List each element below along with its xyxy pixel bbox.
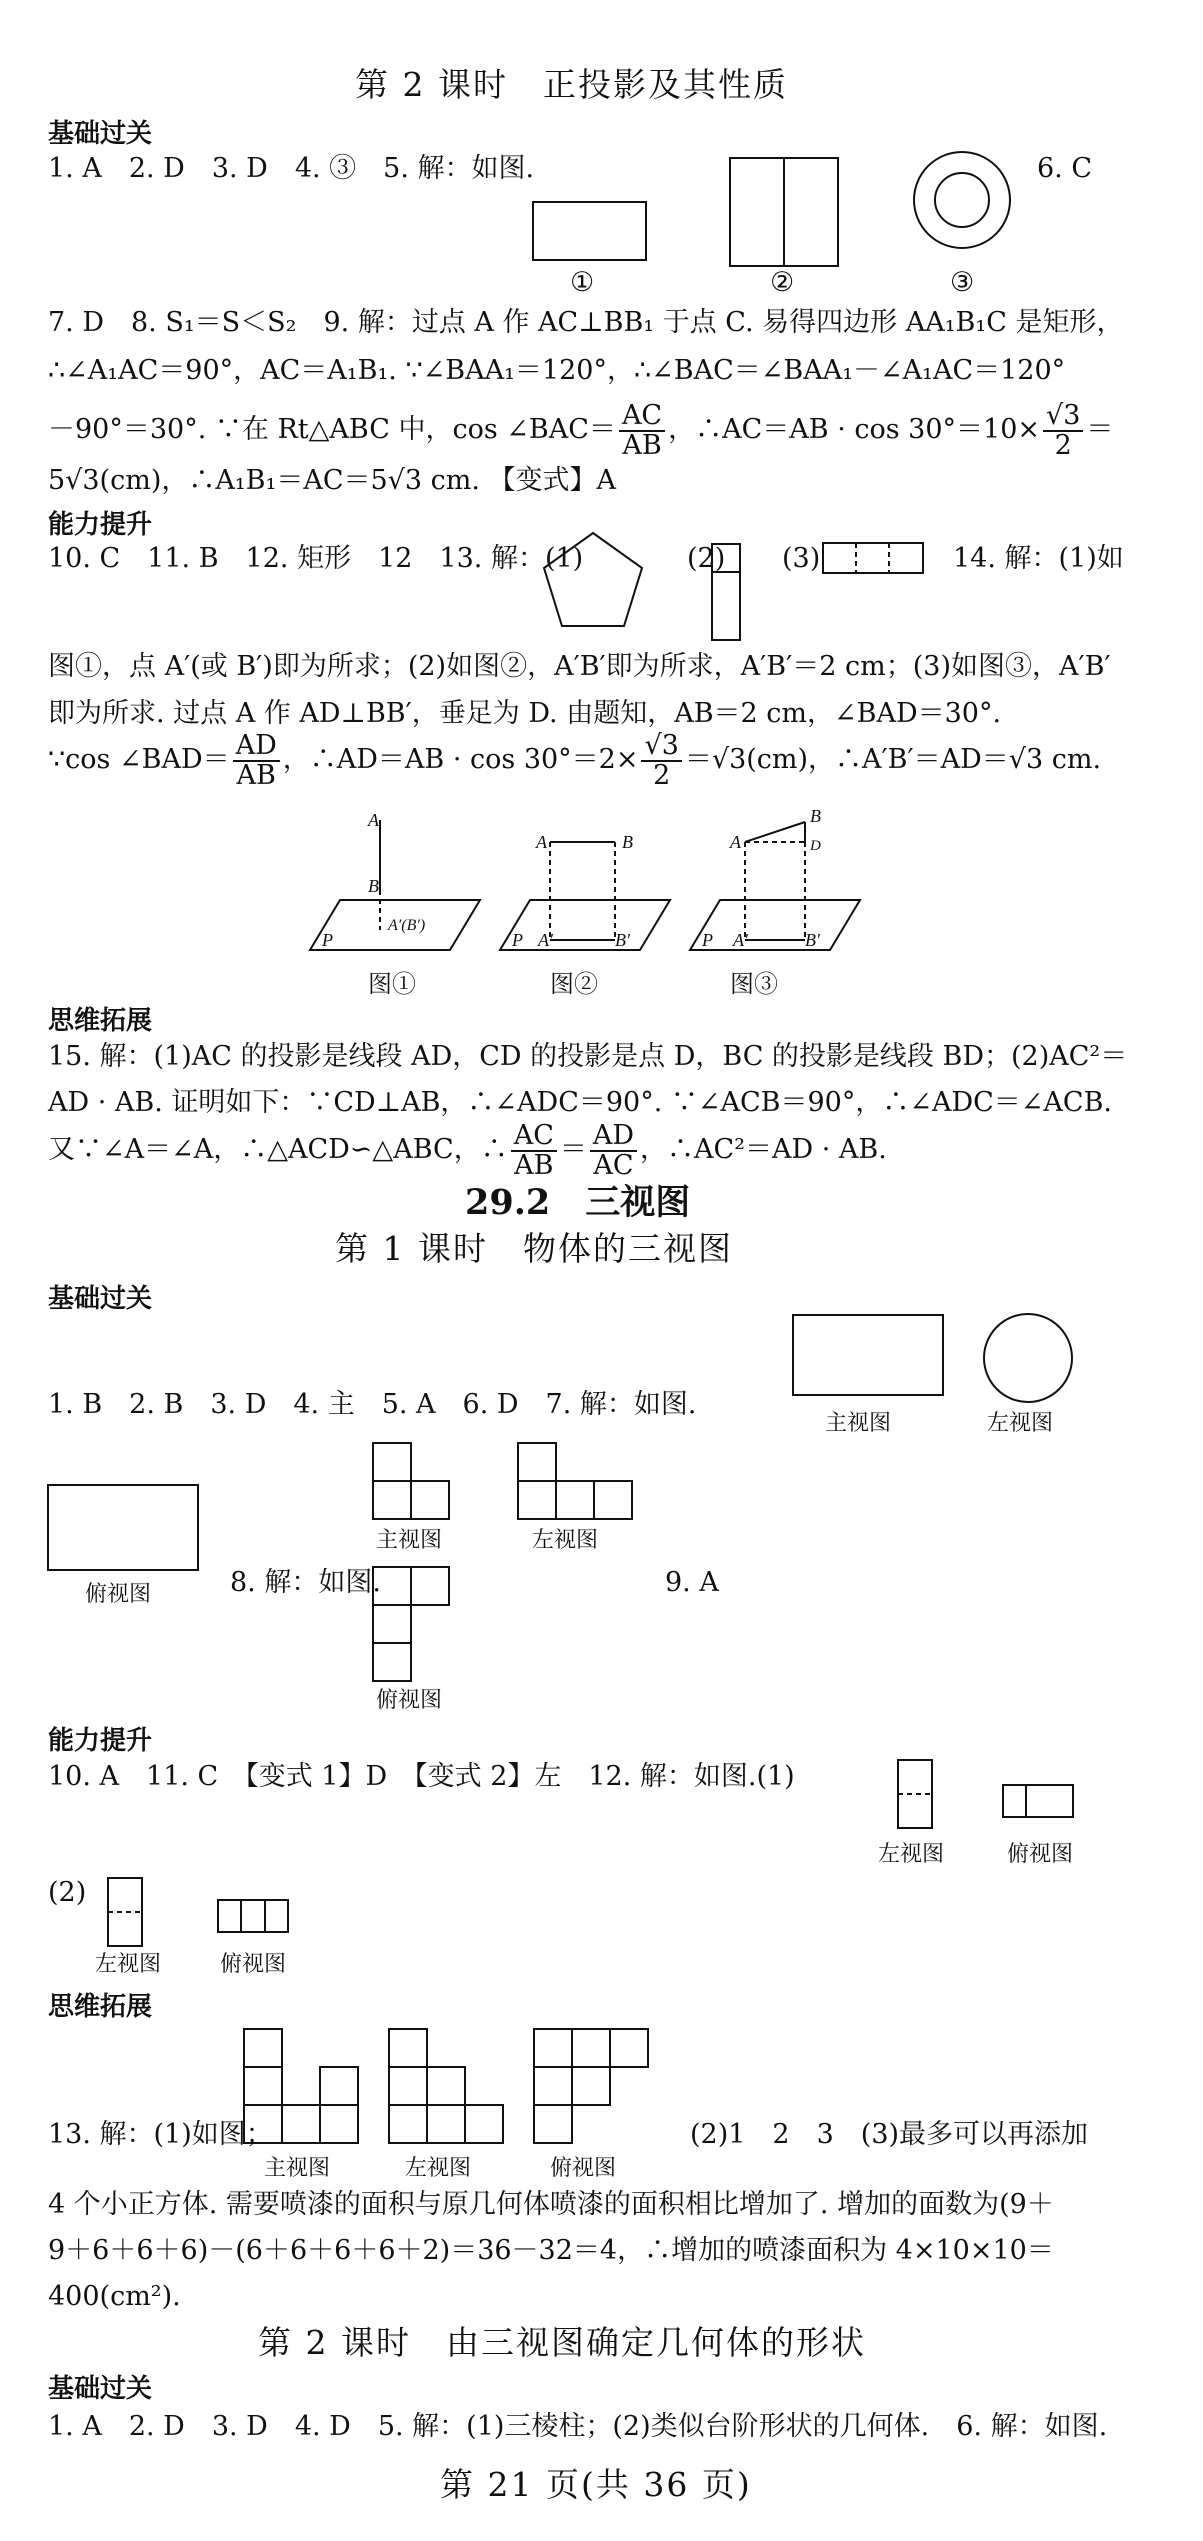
- view-caption: 主视图: [264, 2156, 331, 2181]
- point-label-a: A: [730, 832, 741, 852]
- top-view-figure: [215, 1897, 295, 1937]
- point-label-b: B: [368, 876, 379, 896]
- top-view-grid: [530, 2025, 660, 2155]
- fraction: $\frac{√3}{2}$: [641, 732, 681, 790]
- projection-figure-3: [907, 150, 1027, 270]
- section-heading: 思维拓展: [48, 1006, 153, 1036]
- fraction: $\frac{AC}{AB}$: [619, 402, 665, 460]
- top-view-rectangle: [45, 1482, 205, 1577]
- section-heading: 基础过关: [48, 1284, 153, 1314]
- figure-caption: 图①: [368, 970, 416, 998]
- view-caption: 左视图: [532, 1528, 599, 1553]
- answer-line: (2)1 2 3 (3)最多可以再添加: [690, 2119, 1089, 2150]
- answer-line: 9. A: [665, 1567, 719, 1598]
- figure-caption: ①: [570, 267, 595, 298]
- view-caption: 左视图: [95, 1952, 162, 1977]
- view-caption: 俯视图: [85, 1582, 152, 1607]
- projection-3d-figures: [300, 800, 870, 1000]
- point-label-a-prime: A′: [538, 930, 553, 950]
- view-caption: 俯视图: [550, 2156, 617, 2181]
- point-label-b-prime: B′: [805, 930, 820, 950]
- fraction: $\frac{√3}{2}$: [1043, 402, 1083, 460]
- view-caption: 左视图: [405, 2156, 472, 2181]
- answer-line: ∵cos ∠BAD＝ $\frac{AD}{AB}$ ，∴AD＝AB · cos 30°＝2× $\frac{√3}{2}$ ＝√3(cm)，∴A′B′＝AD＝√3 cm.: [48, 729, 1102, 791]
- section-heading: 能力提升: [48, 1726, 153, 1756]
- point-label-b: B: [810, 806, 821, 826]
- lesson-title: 第 2 课时 由三视图确定几何体的形状: [258, 2323, 866, 2362]
- answer-line: 14. 解：(1)如: [953, 543, 1124, 574]
- point-label-b: B: [622, 832, 633, 852]
- left-view-figure: [895, 1757, 940, 1847]
- answer-line: 又∵∠A＝∠A，∴△ACD∽△ABC，∴ $\frac{AC}{AB}$ ＝ $\frac{AD}{AC}$ ，∴AC²＝AD · AB.: [48, 1119, 887, 1181]
- lesson-title: 第 1 课时 物体的三视图: [335, 1229, 733, 1268]
- figure-caption: ③: [950, 267, 975, 298]
- answer-line: 6. C: [1037, 153, 1093, 184]
- point-label-ab-prime: A′(B′): [388, 917, 426, 934]
- top-view-figure: [1000, 1782, 1080, 1822]
- pentagon-figure: [540, 530, 650, 640]
- top-view-grid: [370, 1564, 460, 1694]
- answer-line: AD · AB. 证明如下：∵CD⊥AB，∴∠ADC＝90°. ∵∠ACB＝90°，∴∠ADC＝∠ACB.: [48, 1087, 1112, 1118]
- answer-line: 10. A 11. C 【变式 1】D 【变式 2】左 12. 解：如图.(1): [48, 1761, 795, 1792]
- answer-line: 15. 解：(1)AC 的投影是线段 AD，CD 的投影是点 D，BC 的投影是线段 BD；(2)AC²＝: [48, 1041, 1128, 1072]
- view-caption: 俯视图: [376, 1688, 443, 1713]
- left-view-circle: [980, 1310, 1080, 1410]
- tall-rectangle-figure: [708, 540, 748, 650]
- plane-label: P: [512, 930, 523, 950]
- view-caption: 俯视图: [1007, 1842, 1074, 1867]
- answer-line: 8. 解：如图.: [230, 1567, 381, 1598]
- section-heading: 基础过关: [48, 119, 153, 149]
- plane-label: P: [322, 930, 333, 950]
- plane-label: P: [702, 930, 713, 950]
- front-view-grid: [370, 1440, 460, 1530]
- lesson-title: 第 2 课时 正投影及其性质: [355, 65, 788, 104]
- wide-rectangle-figure: [820, 540, 930, 580]
- front-view-rectangle: [790, 1312, 950, 1402]
- answer-line: 即为所求. 过点 A 作 AD⊥BB′，垂足为 D. 由题知，AB＝2 cm，∠BAD＝30°.: [48, 698, 1002, 729]
- section-title: 29.2 三视图: [465, 1182, 691, 1223]
- answer-line: 13. 解：(1)如图；: [48, 2119, 273, 2150]
- view-caption: 左视图: [878, 1842, 945, 1867]
- view-caption: 主视图: [376, 1528, 443, 1553]
- answer-line: (3): [782, 543, 821, 574]
- answer-line: ∴∠A₁AC＝90°，AC＝A₁B₁. ∵∠BAA₁＝120°，∴∠BAC＝∠BAA₁－∠A₁AC＝120°: [48, 355, 1066, 386]
- answer-line: (2): [48, 1877, 87, 1908]
- point-label-a-prime: A′: [733, 930, 748, 950]
- fraction: $\frac{AD}{AB}$: [233, 732, 280, 790]
- answer-line: 7. D 8. S₁＝S＜S₂ 9. 解：过点 A 作 AC⊥BB₁ 于点 C. 易得四边形 AA₁B₁C 是矩形，: [48, 307, 1124, 338]
- left-view-grid: [515, 1440, 645, 1530]
- projection-figure-2: [727, 155, 847, 275]
- answer-line: 400(cm²).: [48, 2281, 181, 2312]
- answer-line: －90°＝30°. ∵在 Rt△ABC 中，cos ∠BAC＝ $\frac{AC}{AB}$ ，∴AC＝AB · cos 30°＝10× $\frac{√3}{2}$ ＝: [48, 399, 1114, 461]
- section-heading: 基础过关: [48, 2374, 153, 2404]
- projection-figure-1: [530, 150, 660, 270]
- figure-caption: 图②: [550, 970, 598, 998]
- view-caption: 俯视图: [220, 1952, 287, 1977]
- point-label-b-prime: B′: [615, 930, 630, 950]
- answer-line: 9＋6＋6＋6)－(6＋6＋6＋6＋2)＝36－32＝4，∴增加的喷漆面积为 4×10×10＝: [48, 2235, 1054, 2266]
- answer-line: (2): [687, 543, 726, 574]
- figure-caption: 图③: [730, 970, 778, 998]
- section-heading: 能力提升: [48, 510, 153, 540]
- figure-caption: ②: [770, 267, 795, 298]
- point-label-a: A: [536, 832, 547, 852]
- point-label-d: D: [810, 838, 821, 854]
- left-view-grid: [385, 2025, 515, 2155]
- answer-line: 1. A 2. D 3. D 4. D 5. 解：(1)三棱柱；(2)类似台阶形状的几何体. 6. 解：如图.: [48, 2411, 1108, 2442]
- answer-line: 1. B 2. B 3. D 4. 主 5. A 6. D 7. 解：如图.: [48, 1389, 697, 1420]
- answer-line: 10. C 11. B 12. 矩形 12 13. 解：(1): [48, 543, 584, 574]
- answer-line: 图①，点 A′(或 B′)即为所求；(2)如图②，A′B′即为所求，A′B′＝2 cm；(3)如图③，A′B′: [48, 651, 1111, 682]
- page-footer: 第 21 页(共 36 页): [440, 2465, 752, 2504]
- answer-line: 1. A 2. D 3. D 4. ③ 5. 解：如图.: [48, 153, 535, 184]
- fraction: $\frac{AC}{AB}$: [511, 1122, 557, 1180]
- point-label-a: A: [368, 810, 379, 830]
- view-caption: 左视图: [987, 1411, 1054, 1436]
- section-heading: 思维拓展: [48, 1992, 153, 2022]
- view-caption: 主视图: [825, 1411, 892, 1436]
- fraction: $\frac{AD}{AC}$: [590, 1122, 637, 1180]
- answer-line: 5√3(cm)，∴A₁B₁＝AC＝5√3 cm. 【变式】A: [48, 465, 617, 496]
- answer-line: 4 个小正方体. 需要喷漆的面积与原几何体喷漆的面积相比增加了. 增加的面数为(9＋: [48, 2189, 1054, 2220]
